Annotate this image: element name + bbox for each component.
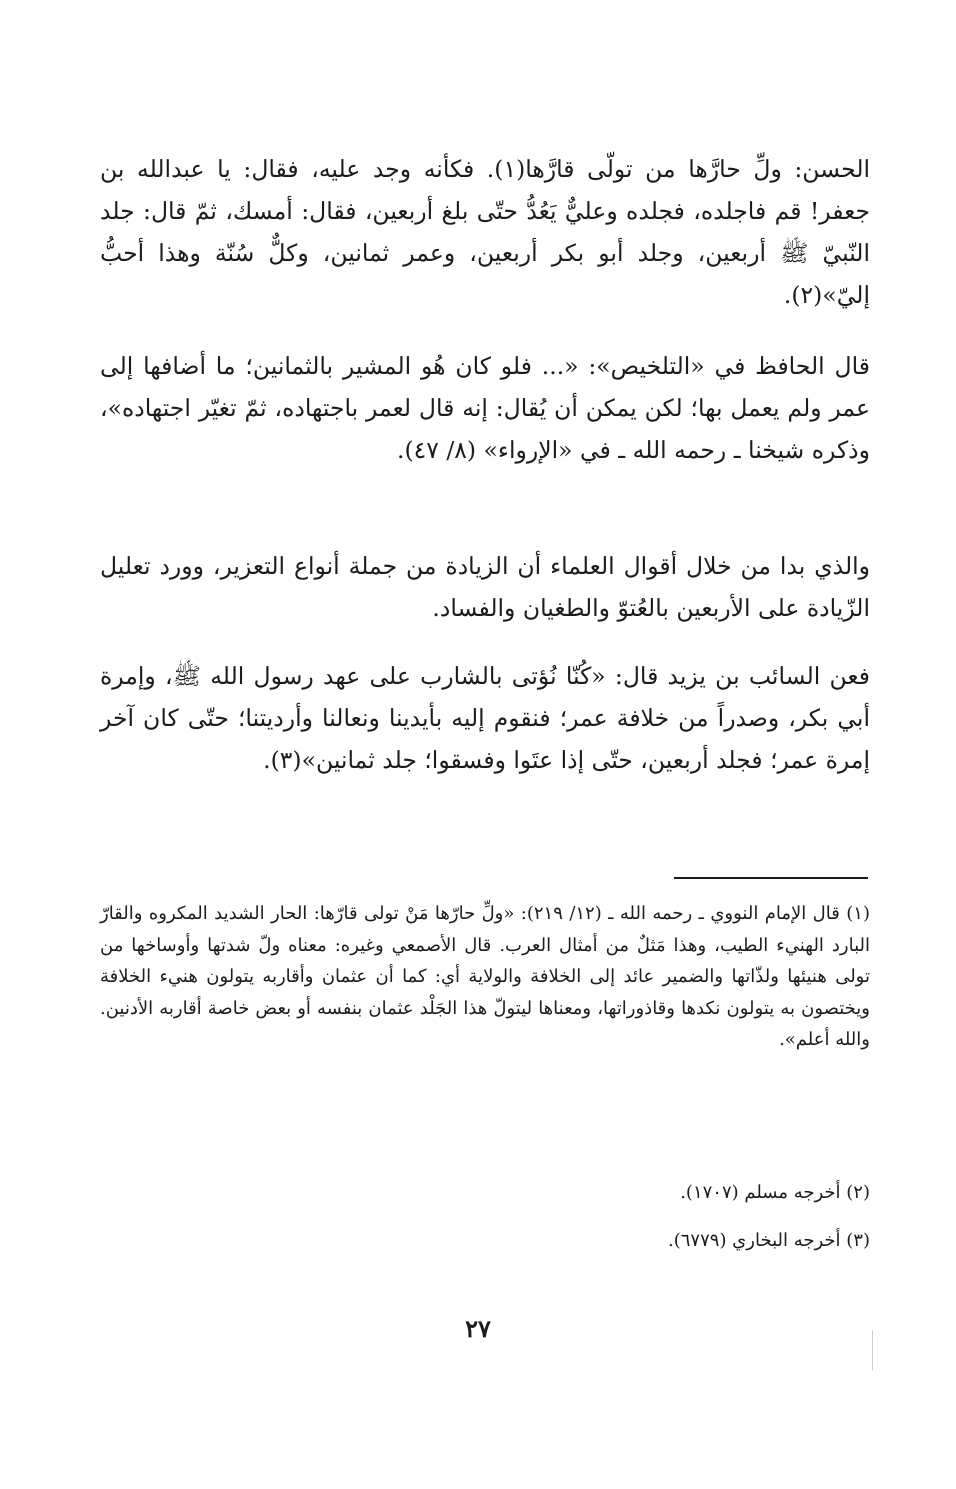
paragraph-4-text: فعن السائب بن يزيد قال: «كُنّا نُؤتى بالشارب على عهد رسول الله ﷺ، وإمرة أبي بكر، وصدراً من خلافة عمر؛ فنقوم إليه بأيدينا ونعالنا وأرديتنا؛ حتّى كان آخر إمرة عمر؛ فجلد أربعين، حتّى إذا عتَوا وفسقوا؛ جلد ثمانين»(٣). [100,662,870,774]
paragraph-1-text: الحسن: ولِّ حارَّها من تولّى قارَّها(١). فكأنه وجد عليه، فقال: يا عبدالله بن جعفر! قم فاجلده، فجلده وعليٌّ يَعُدُّ حتّى بلغ أربعين، فقال: أمسك، ثمّ قال: جلد النّبيّ ﷺ أربعين، وجلد أبو بكر أربعين، وعمر ثمانين، وكلٌّ سُنّة وهذا أحبُّ إليّ»(٢). [100,155,871,309]
paragraph-4 [100,655,870,781]
footnote-separator [674,877,868,879]
scan-mark [872,1330,873,1370]
footnote-3: (٣) أخرجه البخاري (٦٧٧٩). [668,1230,870,1251]
paragraph-3-text: والذي بدا من خلال أقوال العلماء أن الزيادة من جملة أنواع التعزير، وورد تعليل الزّيادة على الأربعين بالعُتوّ والطغيان والفساد. [100,552,870,622]
page-number: ٢٧ [465,1314,491,1343]
paragraph-1 [100,148,870,316]
paragraph-2-text: قال الحافظ في «التلخيص»: «... فلو كان هُو المشير بالثمانين؛ ما أضافها إلى عمر ولم يعمل بها؛ لكن يمكن أن يُقال: إنه قال لعمر باجتهاده، ثمّ تغيّر اجتهاده»، وذكره شيخنا ـ رحمه الله ـ في «الإرواء» (٨/ ٤٧). [100,352,870,464]
footnote-2: (٢) أخرجه مسلم (١٧٠٧). [680,1182,870,1203]
footnote-1-text: (١) قال الإمام النووي ـ رحمه الله ـ (١٢/ ٢١٩): «ولِّ حارّها مَنْ تولى قارّها: الحار الشديد المكروه والقارّ البارد الهنيء الطيب، وهذا مَثلٌ من أمثال العرب. قال الأصمعي وغيره: معناه ولّ شدتها وأوساخها من تولى هنيئها ولذّاتها والضمير عائد إلى الخلافة والولاية أي: كما أن عثمان وأقاربه يتولون هنيء الخلافة ويختصون به يتولون نكدها وقاذوراتها، ومعناها ليتولّ هذا الجَلْد عثمان بنفسه أو بعض خاصة أقاربه الأدنين. والله أعلم». [100,903,870,1050]
paragraph-3 [100,545,870,629]
footnote-1 [100,898,870,1056]
paragraph-2 [100,345,870,471]
